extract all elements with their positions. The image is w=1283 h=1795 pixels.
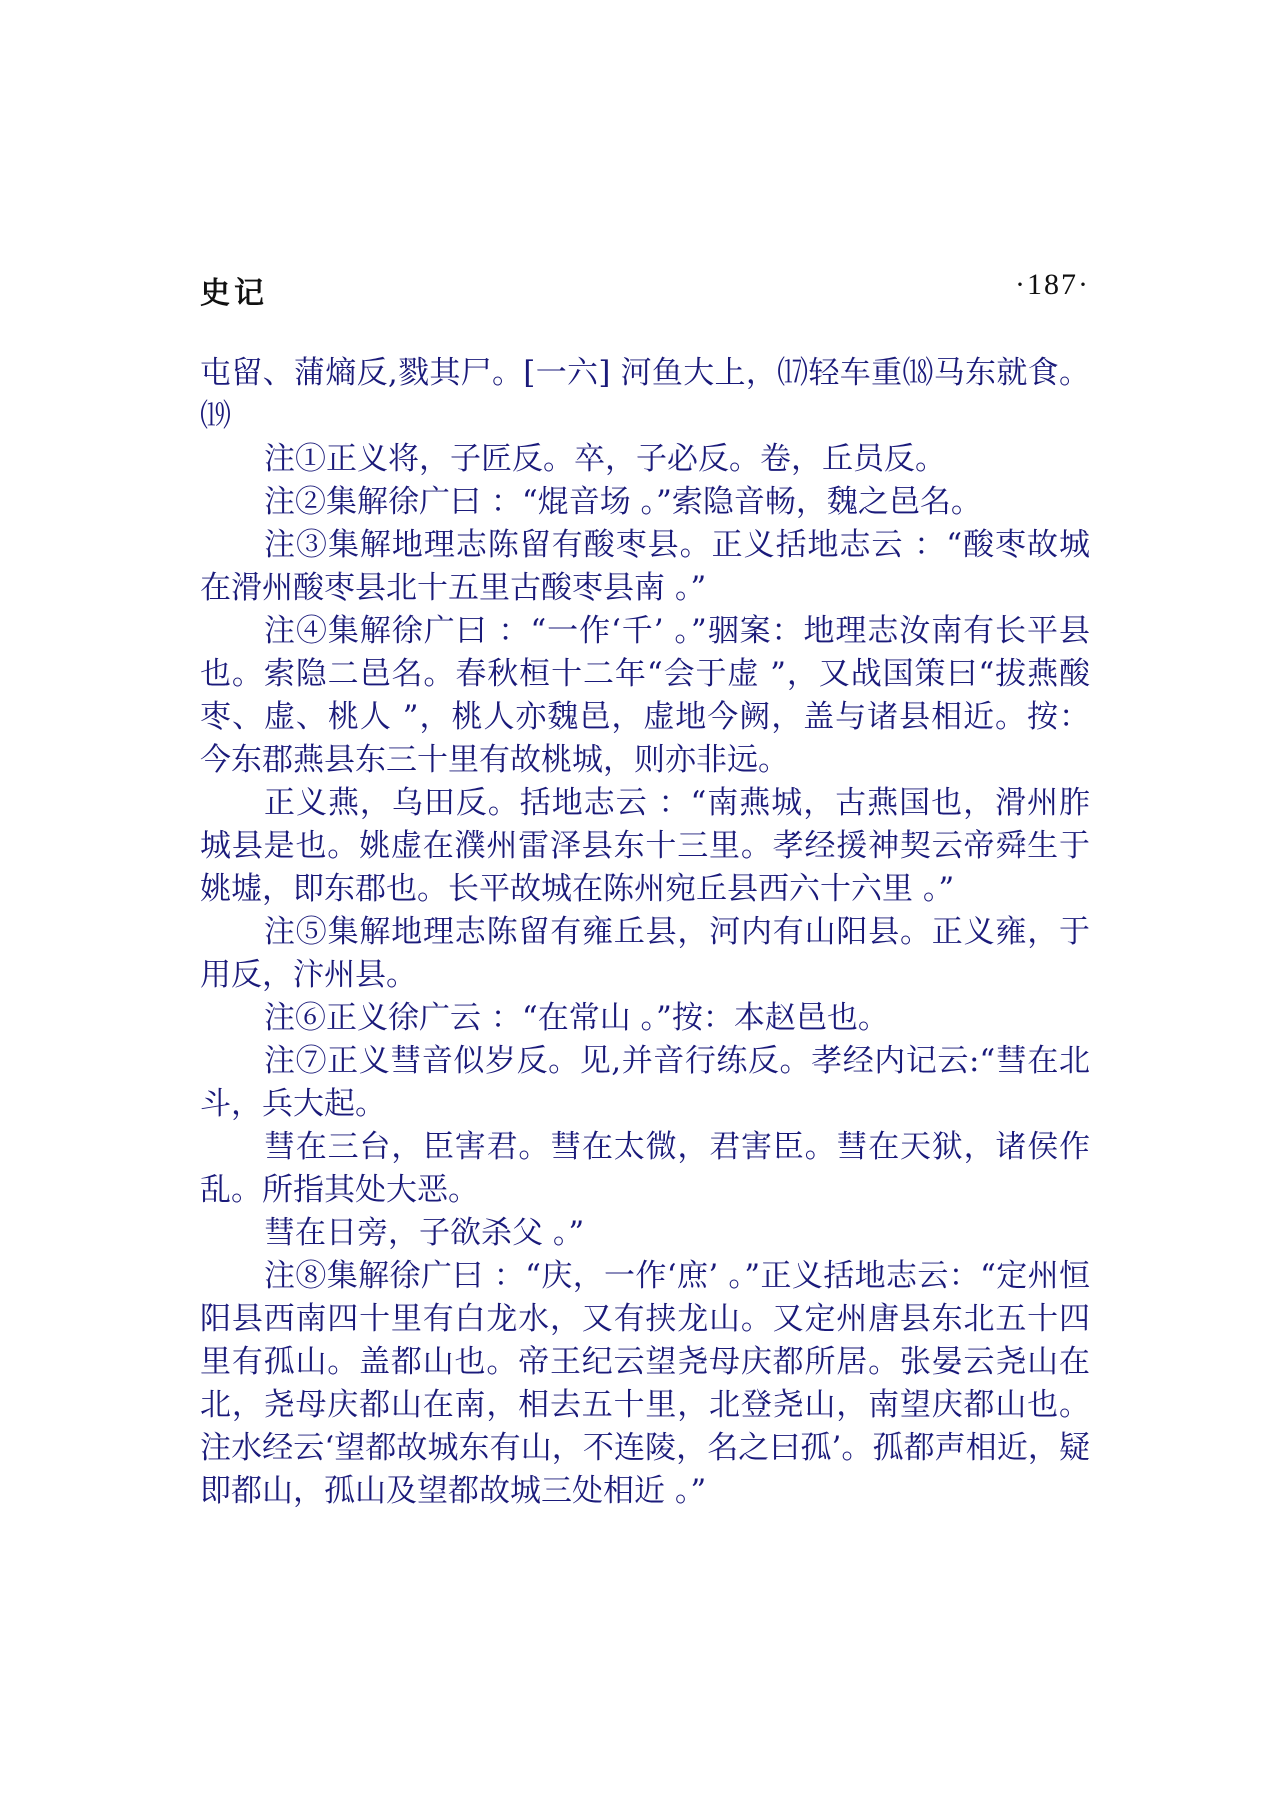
paragraph-main-text: 屯留、蒲熵反,戮其尸。[一六] 河鱼大上，⒄轻车重⒅马东就食。⒆ [200,355,1090,434]
paragraph-note-6: 注⑥正义徐广云 ：“在常山 。”按：本赵邑也。 [264,1000,889,1036]
paragraph-note-5: 注⑤集解地理志陈留有雍丘县，河内有山阳县。正义雍，于用反，汴州县。 [200,914,1090,993]
paragraph-note-7: 注⑦正义彗音似岁反。见,并音行练反。孝经内记云:“彗在北斗，兵大起。 [200,1043,1090,1122]
page-number: ·187· [1015,268,1090,301]
book-title: 史记 [200,276,268,311]
paragraph-note-8: 注⑧集解徐广曰 ：“庆，一作‘庶’ 。”正义括地志云：“定州恒阳县西南四十里有白龙水，又有挟龙山。又定州唐县东北五十四里有孤山。盖都山也。帝王纪云望尧母庆都所居。张晏云尧山在北，尧母庆都山在南，相去五十里，北登尧山，南望庆都山也。注水经云‘望都故城东有山，不连陵，名之曰孤’。孤都声相近，疑即都山，孤山及望都故城三处相近 。” [200,1258,1090,1509]
paragraph-note-7-continued-b: 彗在日旁，子欲杀父 。” [264,1215,585,1251]
body-text [200,352,1090,1513]
paragraph-note-3: 注③集解地理志陈留有酸枣县。正义括地志云 ：“酸枣故城在滑州酸枣县北十五里古酸枣县南 。” [200,527,1090,606]
paragraph-note-7-continued-a: 彗在三台，臣害君。彗在太微，君害臣。彗在天狱，诸侯作乱。所指其处大恶。 [200,1129,1090,1208]
paragraph-note-4-continued: 正义燕，乌田反。括地志云 ：“南燕城，古燕国也，滑州胙城县是也。姚虚在濮州雷泽县东十三里。孝经援神契云帝舜生于姚墟，即东郡也。长平故城在陈州宛丘县西六十六里 。” [200,785,1090,907]
paragraph-note-2: 注②集解徐广曰 ：“焜音场 。”索隐音畅，魏之邑名。 [264,484,982,520]
paragraph-note-4: 注④集解徐广曰 ：“一作‘千’ 。”骃案：地理志汝南有长平县也。索隐二邑名。春秋桓十二年“会于虚 ”，又战国策曰“拔燕酸枣、虚、桃人 ”，桃人亦魏邑，虚地今阙，盖与诸县相近。按：今东郡燕县东三十里有故桃城，则亦非远。 [200,613,1090,778]
paragraph-note-1: 注①正义将，子匠反。卒，子必反。卷，丘员反。 [264,441,946,477]
page-header [200,268,1090,311]
